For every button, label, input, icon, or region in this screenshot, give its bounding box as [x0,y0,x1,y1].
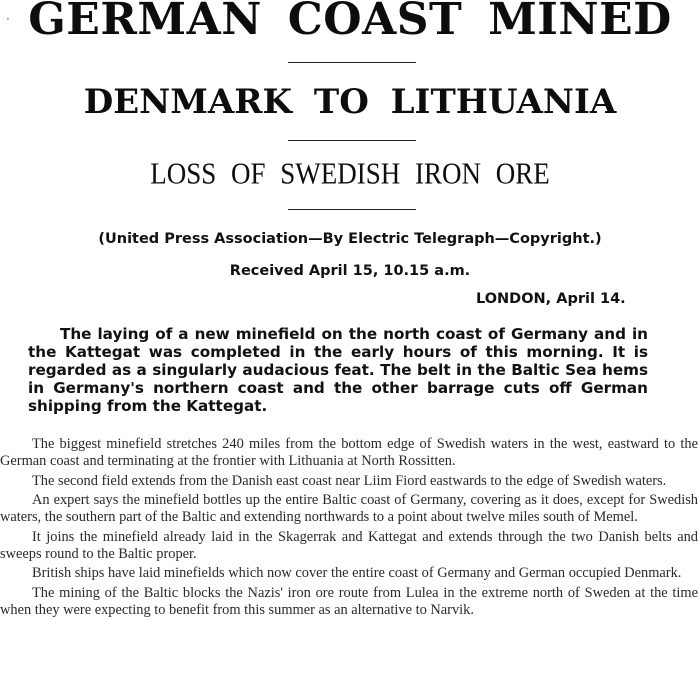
headline-divider [288,62,416,63]
third-headline: LOSS OF SWEDISH IRON ORE [150,155,550,191]
body-paragraph: British ships have laid minefields which now cover the entire coast of Germany and German occupied Denmark. [32,565,682,581]
scan-speck: ⋅ [6,12,10,26]
headline-divider [288,209,416,210]
body-paragraph: The second field extends from the Danish east coast near Liim Fiord eastwards to the edge of Swedish waters. [32,472,667,489]
headline-divider [288,140,416,141]
article-body [0,436,698,621]
body-paragraph: An expert says the minefield bottles up the entire Baltic coast of Germany, covering as it does, except for Swedish waters, the southern part of the Baltic and extending northwards to a point about twelve miles south of Memel. [0,492,698,525]
wire-credit: (United Press Association—By Electric Telegraph—Copyright.) [98,231,602,247]
dateline: LONDON, April 14. [476,291,626,307]
body-paragraph: The mining of the Baltic blocks the Nazis' iron ore route from Lulea in the extreme north of Sweden at the time when they were expecting to benefit from this summer as an alternative to Narvik. [0,584,698,618]
body-paragraph: The biggest minefield stretches 240 miles from the bottom edge of Swedish waters in the west, eastward to the German coast and terminating at the frontier with Lithuania at North Rossitten. [0,436,698,469]
main-headline: GERMAN COAST MINED [28,0,672,45]
body-paragraph: It joins the minefield already laid in the Skagerrak and Kattegat and extends through the two Danish belts and sweeps round to the Baltic proper. [0,528,698,562]
received-timestamp: Received April 15, 10.15 a.m. [229,263,471,279]
sub-headline: DENMARK TO LITHUANIA [83,82,617,122]
lead-paragraph: The laying of a new minefield on the north coast of Germany and in the Kattegat was completed in the early hours of this morning. It is regarded as a singularly audacious feat. The belt in the Baltic Sea hems in Germany's northern coast and the other barrage cuts off German shipping from the Kattegat. [28,325,648,415]
